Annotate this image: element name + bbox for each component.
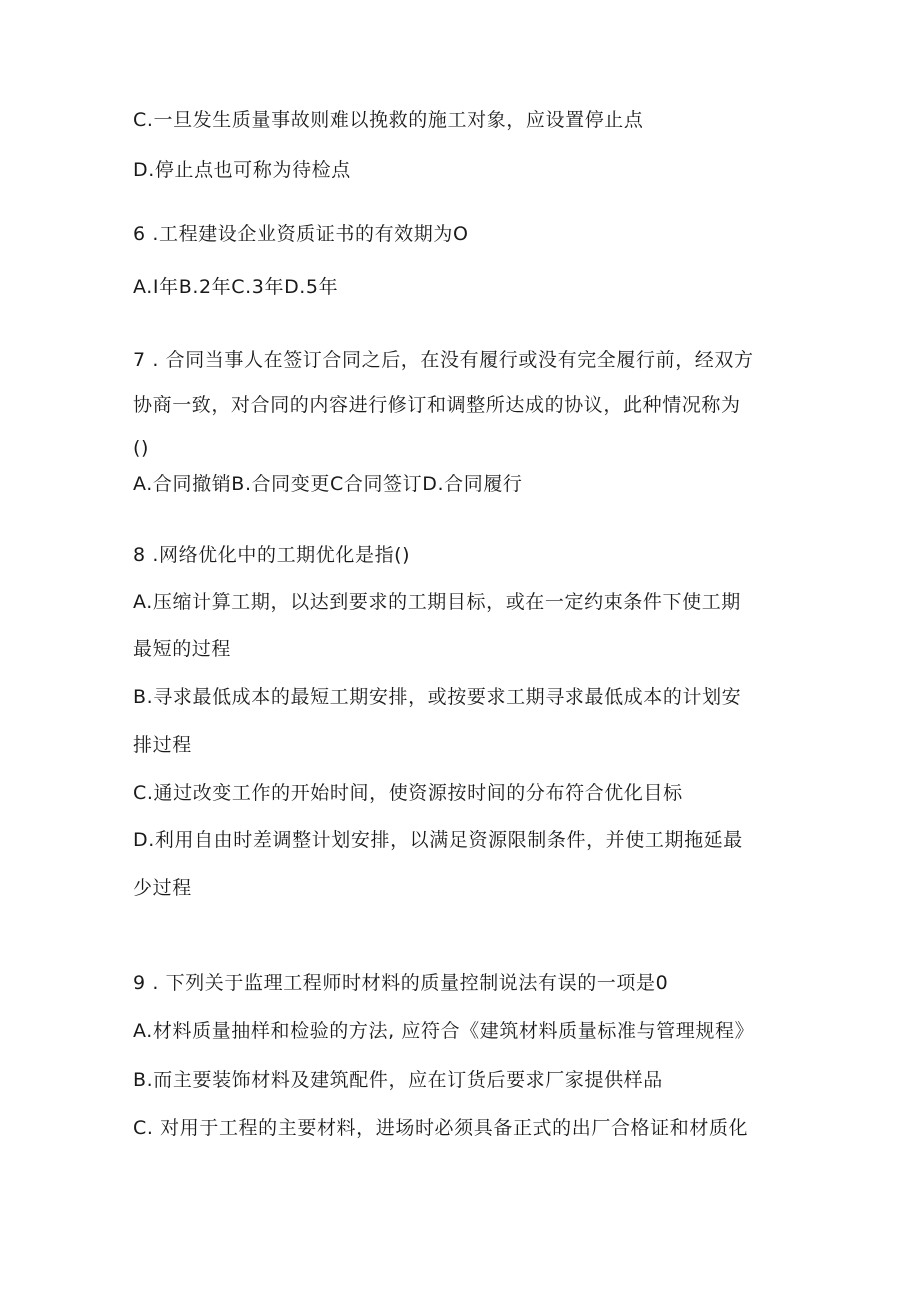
option-c-q5: C.一旦发生质量事故则难以挽救的施工对象，应设置停止点 — [133, 109, 644, 131]
option-d-q5: D.停止点也可称为待检点 — [133, 159, 351, 181]
option-d-q8-line-2: 少过程 — [133, 877, 192, 899]
question-8: 8 .网络优化中的工期优化是指() — [133, 544, 411, 566]
options-q7: A.合同撤销B.合同变更C合同签订D.合同履行 — [133, 473, 523, 495]
option-b-q8-line-2: 排过程 — [133, 734, 192, 756]
options-q6: A.I年B.2年C.3年D.5年 — [133, 276, 339, 298]
question-9: 9 . 下列关于监理工程师时材料的质量控制说法有误的一项是0 — [133, 972, 669, 994]
question-7-line-3: () — [133, 437, 150, 459]
option-b-q8-line-1: B.寻求最低成本的最短工期安排，或按要求工期寻求最低成本的计划安 — [133, 686, 742, 708]
option-c-q8: C.通过改变工作的开始时间，使资源按时间的分布符合优化目标 — [133, 782, 683, 804]
option-d-q8-line-1: D.利用自由时差调整计划安排，以满足资源限制条件，并使工期拖延最 — [133, 829, 743, 851]
option-a-q8-line-2: 最短的过程 — [133, 638, 232, 660]
question-6: 6 .工程建设企业资质证书的有效期为O — [133, 223, 469, 245]
question-7-line-1: 7 . 合同当事人在签订合同之后，在没有履行或没有完全履行前，经双方 — [133, 349, 754, 371]
option-a-q8-line-1: A.压缩计算工期，以达到要求的工期目标，或在一定约束条件下使工期 — [133, 591, 741, 613]
question-7-line-2: 协商一致，对合同的内容进行修订和调整所达成的协议，此种情况称为 — [133, 394, 741, 416]
option-b-q9: B.而主要装饰材料及建筑配件，应在订货后要求厂家提供样品 — [133, 1069, 663, 1091]
option-a-q9: A.材料质量抽样和检验的方法, 应符合《建筑材料质量标准与管理规程》 — [133, 1020, 755, 1042]
option-c-q9: C. 对用于工程的主要材料，进场时必须具备正式的出厂合格证和材质化 — [133, 1117, 749, 1139]
